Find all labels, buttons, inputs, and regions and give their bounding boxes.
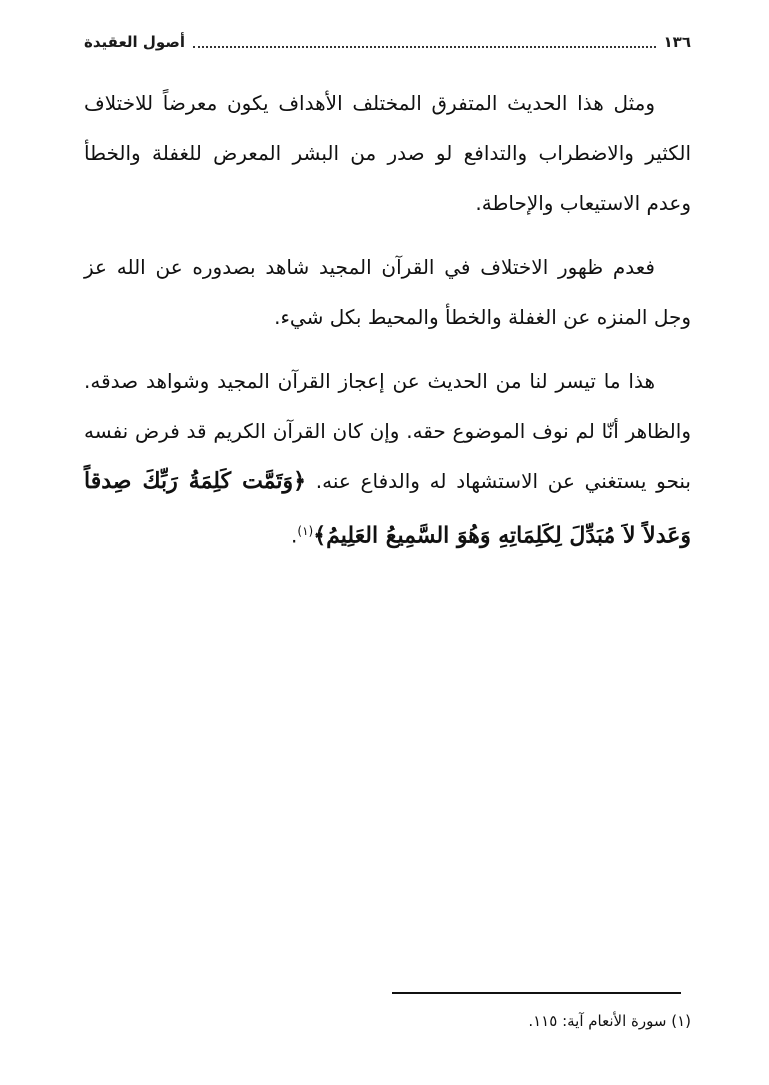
book-title: أصول العقيدة xyxy=(84,33,185,51)
quran-verse: ﴿وَتَمَّت كَلِمَةُ رَبِّكَ صِدقاً وَعَدلاً لاَ مُبَدِّلَ لِكَلِمَاتِهِ وَهُوَ السَّمِيعُ العَلِيمُ﴾ xyxy=(84,468,691,549)
paragraph-3-text: هذا ما تيسر لنا من الحديث عن إعجاز القرآن المجيد وشواهد صدقه. والظاهر أنّا لم نوف الموضوع حقه. وإن كان القرآن الكريم قد فرض نفسه بنحو يستغني عن الاستشهاد له والدفاع عنه. xyxy=(84,369,691,493)
paragraph-3 xyxy=(84,356,691,561)
page-number: ١٣٦ xyxy=(663,33,691,51)
paragraph-2 xyxy=(84,242,691,342)
paragraph-2-text: فعدم ظهور الاختلاف في القرآن المجيد شاهد بصدوره عن الله عز وجل المنزه عن الغفلة والخطأ والمحيط بكل شيء. xyxy=(84,255,691,329)
running-header xyxy=(84,30,691,54)
dot-leader xyxy=(193,36,656,48)
footnote xyxy=(84,1008,691,1034)
main-text xyxy=(84,78,691,575)
footnote-separator xyxy=(392,992,681,994)
paragraph-1-text: ومثل هذا الحديث المتفرق المختلف الأهداف يكون معرضاً للاختلاف الكثير والاضطراب والتدافع لو صدر من البشر المعرض للغفلة والخطأ وعدم الاستيعاب والإحاطة. xyxy=(84,91,691,215)
paragraph-3-ending: . xyxy=(291,523,298,548)
paragraph-1 xyxy=(84,78,691,228)
footnote-ref[interactable]: (١) xyxy=(297,524,314,538)
footnote-text: (١) سورة الأنعام آية: ١١٥. xyxy=(528,1012,691,1030)
